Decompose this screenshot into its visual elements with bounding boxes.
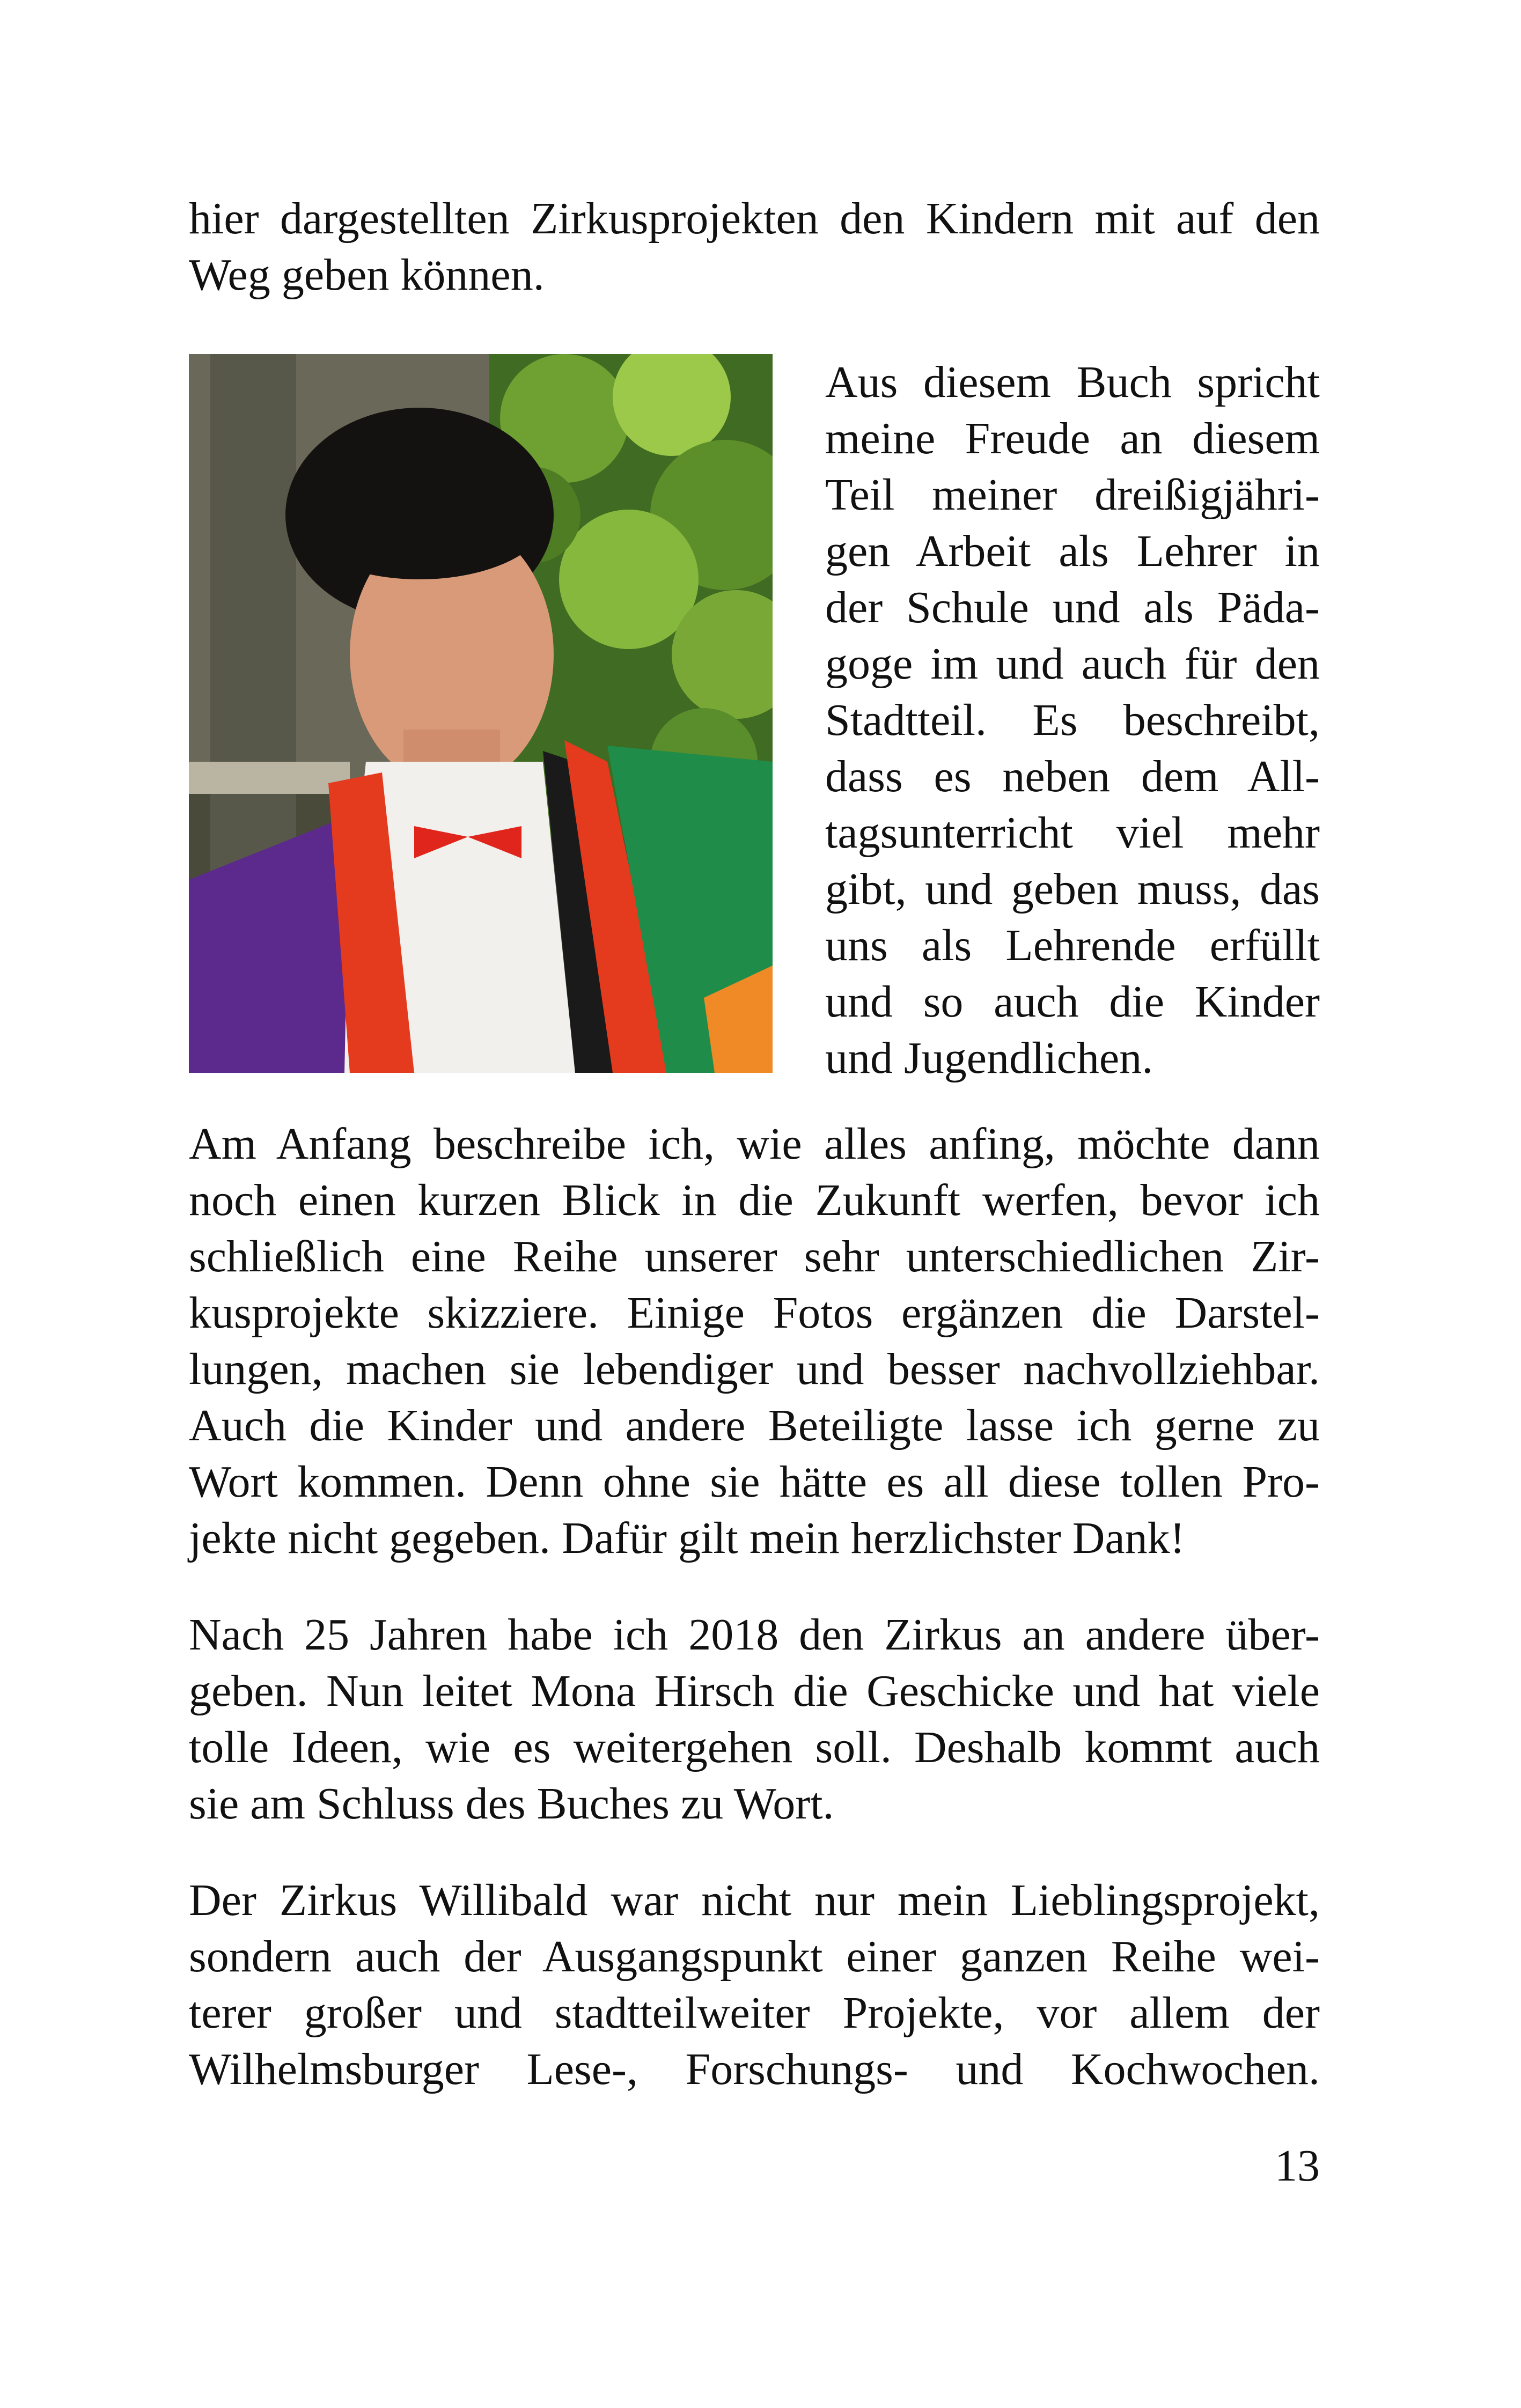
text-line: terer großer und stadtteilweiter Projekte, vor allem der bbox=[189, 1988, 1320, 2038]
text-line: Auch die Kinder und andere Beteiligte lasse ich gerne zu bbox=[189, 1401, 1320, 1450]
intro-paragraph bbox=[189, 190, 1320, 303]
text-line: tolle Ideen, wie es weitergehen soll. Deshalb kommt auch bbox=[189, 1722, 1320, 1772]
body-paragraph bbox=[189, 1116, 1320, 1566]
body-paragraph bbox=[189, 1607, 1320, 1832]
text-line: dass es neben dem All- bbox=[825, 752, 1320, 801]
text-line: Am Anfang beschreibe ich, wie alles anfing, möchte dann bbox=[189, 1119, 1320, 1169]
text-line: und Jugendlichen. bbox=[825, 1033, 1153, 1083]
text-line: meine Freude an diesem bbox=[825, 414, 1320, 463]
text-line: Der Zirkus Willibald war nicht nur mein Lieblingsprojekt, bbox=[189, 1875, 1320, 1925]
text-line: Nach 25 Jahren habe ich 2018 den Zirkus an andere über- bbox=[189, 1610, 1320, 1660]
text-line: sie am Schluss des Buches zu Wort. bbox=[189, 1779, 834, 1829]
text-line: lungen, machen sie lebendiger und besser nachvollziehbar. bbox=[189, 1344, 1320, 1394]
book-page bbox=[189, 190, 1320, 2097]
text-line: Aus diesem Buch spricht bbox=[825, 357, 1320, 407]
text-line: Wort kommen. Denn ohne sie hätte es all diese tollen Pro- bbox=[189, 1457, 1320, 1507]
text-line: goge im und auch für den bbox=[825, 639, 1320, 689]
body-paragraph bbox=[189, 1872, 1320, 2097]
text-line: Wilhelmsburger Lese-, Forschungs- und Kochwochen. bbox=[189, 2044, 1320, 2094]
paragraph-gap bbox=[189, 1566, 1320, 1607]
text-line: Weg geben können. bbox=[189, 250, 545, 300]
text-line: tagsunterricht viel mehr bbox=[825, 808, 1320, 858]
text-line: gen Arbeit als Lehrer in bbox=[825, 526, 1320, 576]
text-line: noch einen kurzen Blick in die Zukunft werfen, bevor ich bbox=[189, 1175, 1320, 1225]
portrait-photo bbox=[189, 354, 773, 1073]
text-line: kusprojekte skizziere. Einige Fotos ergänzen die Darstel- bbox=[189, 1288, 1320, 1338]
text-line: jekte nicht gegeben. Dafür gilt mein herzlichster Dank! bbox=[189, 1513, 1185, 1563]
page-number: 13 bbox=[1275, 2141, 1320, 2191]
text-line: Stadtteil. Es beschreibt, bbox=[825, 695, 1320, 745]
text-line: der Schule und als Päda- bbox=[825, 583, 1320, 632]
text-line: sondern auch der Ausgangspunkt einer ganzen Reihe wei- bbox=[189, 1932, 1320, 1982]
text-line: geben. Nun leitet Mona Hirsch die Geschicke und hat viele bbox=[189, 1666, 1320, 1716]
photo-with-text bbox=[189, 354, 1320, 1083]
text-line: schließlich eine Reihe unserer sehr unterschiedlichen Zir- bbox=[189, 1232, 1320, 1282]
text-line: uns als Lehrende erfüllt bbox=[825, 921, 1320, 970]
paragraph-gap bbox=[189, 1832, 1320, 1872]
text-line: und so auch die Kinder bbox=[825, 977, 1320, 1027]
text-line: gibt, und geben muss, das bbox=[825, 864, 1320, 914]
text-line: Teil meiner dreißigjähri- bbox=[825, 470, 1320, 520]
text-line: hier dargestellten Zirkusprojekten den Kindern mit auf den bbox=[189, 194, 1320, 244]
side-paragraph bbox=[825, 354, 1320, 1086]
